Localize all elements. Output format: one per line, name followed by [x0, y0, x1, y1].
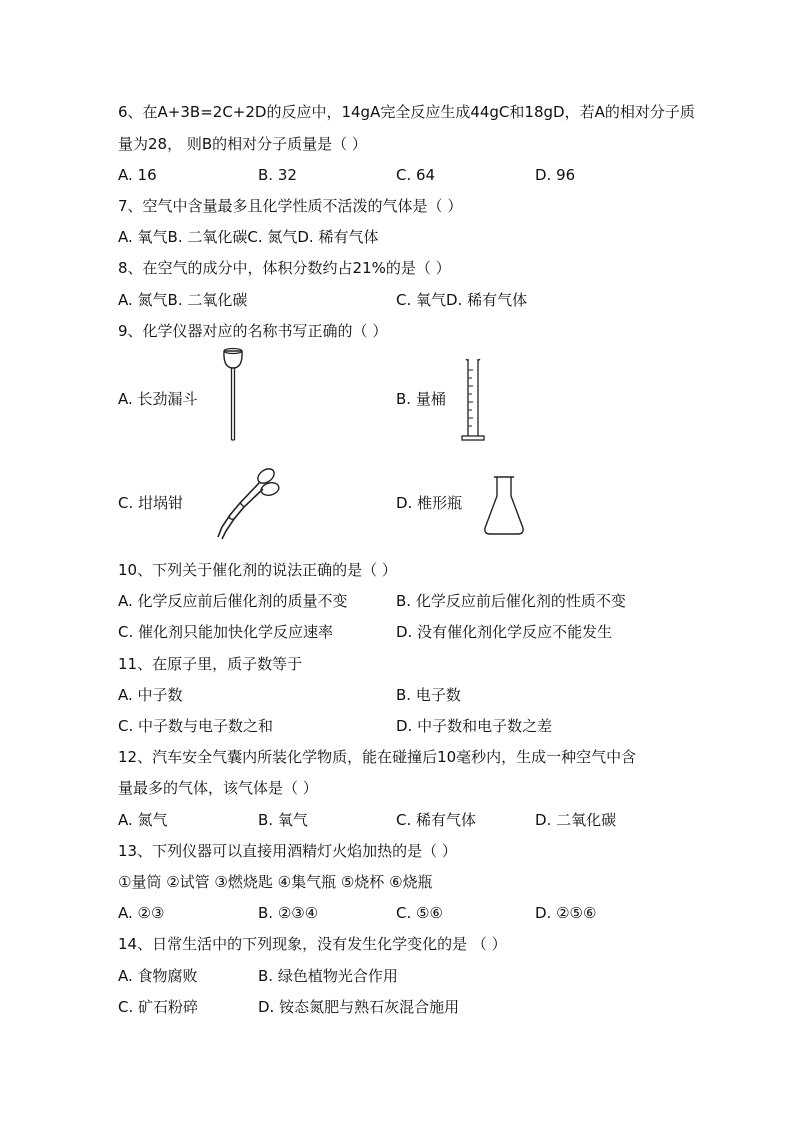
q11-option-d: D. 中子数和电子数之差: [396, 717, 553, 735]
q12-stem-line1: 12、汽车安全气囊内所装化学物质，能在碰撞后10毫秒内，生成一种空气中含: [118, 748, 637, 766]
q12-option-a: A. 氮气: [118, 811, 168, 829]
q6-option-b: B. 32: [258, 166, 297, 184]
q10-option-c: C. 催化剂只能加快化学反应速率: [118, 623, 334, 641]
q11-option-c: C. 中子数与电子数之和: [118, 717, 274, 735]
q9-stem: 9、化学仪器对应的名称书写正确的（ ）: [118, 322, 388, 340]
q14-stem: 14、日常生活中的下列现象，没有发生化学变化的是 （ ）: [118, 935, 507, 953]
graduated-cylinder-icon: [458, 356, 490, 444]
q7-stem: 7、空气中含量最多且化学性质不活泼的气体是（ ）: [118, 197, 463, 215]
q8-option-right: C. 氧气D. 稀有气体: [396, 291, 528, 309]
q14-option-d: D. 铵态氮肥与熟石灰混合施用: [258, 998, 460, 1016]
q13-option-b: B. ②③④: [258, 904, 319, 922]
q9-option-a: A. 长劲漏斗: [118, 390, 198, 408]
q9-option-b: B. 量桶: [396, 390, 446, 408]
q14-option-a: A. 食物腐败: [118, 967, 198, 985]
q11-option-b: B. 电子数: [396, 686, 461, 704]
q13-stem: 13、下列仪器可以直接用酒精灯火焰加热的是（ ）: [118, 842, 457, 860]
q8-stem: 8、在空气的成分中，体积分数约占21%的是（ ）: [118, 259, 451, 277]
q13-option-a: A. ②③: [118, 904, 165, 922]
q7-options: A. 氧气B. 二氧化碳C. 氮气D. 稀有气体: [118, 228, 379, 246]
q10-option-d: D. 没有催化剂化学反应不能发生: [396, 623, 613, 641]
q10-stem: 10、下列关于催化剂的说法正确的是（ ）: [118, 561, 397, 579]
conical-flask-icon: [480, 474, 528, 538]
q13-option-c: C. ⑤⑥: [396, 904, 443, 922]
q9-option-c: C. 坩埚钳: [118, 494, 184, 512]
q12-stem-line2: 量最多的气体，该气体是（ ）: [118, 779, 318, 797]
q12-option-d: D. 二氧化碳: [535, 811, 617, 829]
q9-option-d: D. 椎形瓶: [396, 494, 463, 512]
q14-option-b: B. 绿色植物光合作用: [258, 967, 398, 985]
q6-option-a: A. 16: [118, 166, 157, 184]
q11-option-a: A. 中子数: [118, 686, 183, 704]
long-neck-funnel-icon: [215, 344, 251, 444]
q13-option-d: D. ②⑤⑥: [535, 904, 597, 922]
q6-option-c: C. 64: [396, 166, 436, 184]
q12-option-b: B. 氧气: [258, 811, 308, 829]
q8-option-left: A. 氮气B. 二氧化碳: [118, 291, 248, 309]
crucible-tongs-icon: [210, 465, 282, 541]
q10-option-b: B. 化学反应前后催化剂的性质不变: [396, 592, 626, 610]
q14-option-c: C. 矿石粉碎: [118, 998, 199, 1016]
q11-stem: 11、在原子里，质子数等于: [118, 655, 303, 673]
q13-items: ①量筒 ②试管 ③燃烧匙 ④集气瓶 ⑤烧杯 ⑥烧瓶: [118, 873, 433, 891]
q6-option-d: D. 96: [535, 166, 576, 184]
q12-option-c: C. 稀有气体: [396, 811, 477, 829]
q10-option-a: A. 化学反应前后催化剂的质量不变: [118, 592, 348, 610]
q6-stem-line1: 6、在A+3B=2C+2D的反应中，14gA完全反应生成44gC和18gD，若A的相对分子质: [118, 103, 695, 121]
q6-stem-line2: 量为28， 则B的相对分子质量是（ ）: [118, 135, 367, 153]
